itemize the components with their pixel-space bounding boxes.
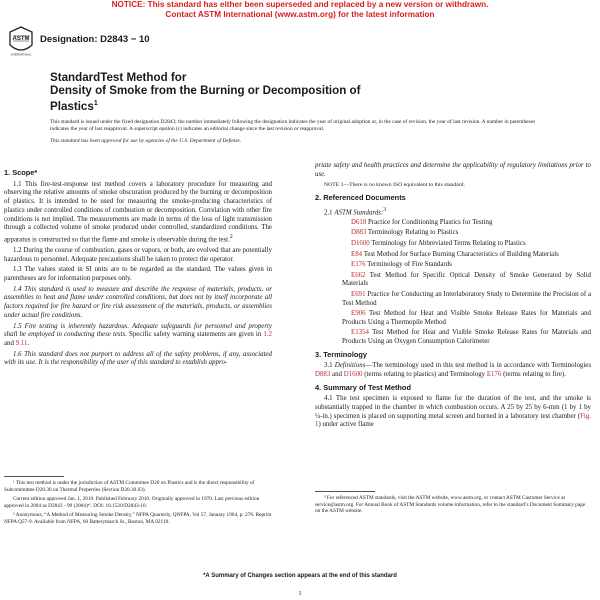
page-number: 1 <box>298 590 302 597</box>
list-item: D883 Terminology Relating to Plastics <box>351 229 459 237</box>
std-link[interactable]: E1354 <box>351 329 369 337</box>
section-summary-heading: 4. Summary of Test Method <box>315 382 411 392</box>
footnotes-right <box>315 495 591 518</box>
std-link[interactable]: D1600 <box>351 240 370 247</box>
footnote-divider-right <box>315 491 375 492</box>
left-column <box>4 165 272 370</box>
para-1-6: 1.6 This standard does not purport to address all of the safety problems, if any, associated with its use. It is the responsibility of the user of this standard to establish appro- <box>4 350 272 367</box>
list-item: D618 Practice for Conditioning Plastics for Testing <box>351 218 493 226</box>
para-1-6-continued: priate safety and health practices and determine the applicability of regulatory limitations prior to use. <box>315 162 591 178</box>
std-link[interactable]: E84 <box>351 250 363 258</box>
list-item: E906 Test Method for Heat and Visible Smoke Release Rates for Materials and Products Using a Thermopile Method <box>342 310 591 326</box>
footnote-1-edition: Current edition approved Jan. 1, 2010. Published February 2010. Originally approved in 1970. Last previous edition approved in 2004 as D2843 - 99 (2004)ᵉ¹. DOI: 10.1520/D2843-10. <box>4 496 260 509</box>
list-item: E1354 Test Method for Heat and Visible Smoke Release Rates for Materials and Products Using an Oxygen Consumption Calorimeter <box>342 329 591 345</box>
list-item: E691 Practice for Conducting an Interlaboratory Study to Determine the Precision of a Test Method <box>342 290 591 307</box>
referenced-standards-list <box>315 219 591 347</box>
withdrawal-notice <box>0 0 600 19</box>
std-link[interactable]: D883 <box>351 229 367 237</box>
designation: Designation: D2843 − 10 <box>40 34 150 45</box>
right-column <box>315 162 591 432</box>
list-item: D1600 Terminology for Abbreviated Terms Relating to Plastics <box>351 240 526 247</box>
ref-link-9-11[interactable]: 9.11 <box>15 339 28 347</box>
summary-of-changes-note: *A Summary of Changes section appears at the end of this standard <box>203 573 397 579</box>
dod-approval-note: This standard has been approved for use by agencies of the U.S. Department of Defense. <box>50 138 242 145</box>
title-line-3: Plastics$^1$ <box>50 100 98 114</box>
ref-link-e176[interactable]: E176 <box>486 370 502 378</box>
std-link[interactable]: D618 <box>351 218 367 226</box>
para-3-1: 3.1 Definitions—The terminology used in this test method is in accordance with Terminologies D883 and D1600 (terms relating to plastics) and Terminology E176 (terms relating to fire). <box>315 362 592 378</box>
svg-text:INTERNATIONAL: INTERNATIONAL <box>10 53 32 56</box>
ref-link-d1600[interactable]: D1600 <box>343 370 363 378</box>
astm-logo-icon <box>8 26 34 56</box>
notice-line-2: Contact ASTM International (www.astm.org) for the latest information <box>165 9 435 19</box>
para-4-1: 4.1 The test specimen is exposed to flame for the duration of the test, and the smoke is substantially trapped in the chamber in which combustion occurs. A 25 by 25 by 6-mm (1 by 1 by ¼-in.) specimen is placed on supporting metal screen and burned in a laboratory test chamber (Fig. 1) under active flame <box>315 395 591 429</box>
footnote-2: ² Anonymous, “A Method of Measuring Smoke Density,” NFPA Quarterly, QNFPA, Vol 57, January 1964, p. 276. Reprint NFPA Q57-9. Available from NFPA, 60 Batterymarch St., Boston, MA 02110. <box>4 512 272 525</box>
para-1-1: 1.1 This fire-test-response test method covers a laboratory procedure for measuring and observing the relative amounts of smoke obscuration produced by the burning or decomposition of plastics. It is intended to be used for measuring the smoke-producing characteristics of plastics under controlled conditions of combustion or decomposition. Correlation with other fire conditions is not implied. The measurements are made in terms of the loss of light transmission through a collected volume of smoke produced under controlled, standardized conditions. The apparatus is constructed so that the flame and smoke is observable during the test.$^2$ <box>4 180 272 244</box>
para-2-1: 2.1 ASTM Standards:$^3$ <box>324 206 387 217</box>
list-item: E662 Test Method for Specific Optical Density of Smoke Generated by Solid Materials <box>342 271 591 288</box>
std-link[interactable]: E176 <box>351 261 366 269</box>
footnotes-left <box>4 480 272 528</box>
list-item: E84 Test Method for Surface Burning Characteristics of Building Materials <box>351 250 559 258</box>
footnote-1: ¹ This test method is under the jurisdiction of ASTM Committee D20 on Plastics and is the direct responsibility of Subcommittee D20.30 on Thermal Properties (Section D20.30.03). <box>4 480 255 493</box>
title-line-1: StandardTest Method for <box>50 71 187 84</box>
intro-paragraph: This standard is issued under the fixed designation D2843; the number immediately following the designation indicates the year of original adoption or, in the case of revision, the year of last revision. A number in parentheses indicates the year of last reapproval. A superscript epsilon (ε) indicates an editorial change since the last revision or reapproval. <box>50 119 536 132</box>
issuance-statement <box>50 119 550 151</box>
document-title <box>50 71 550 113</box>
ref-link-d883[interactable]: D883 <box>315 370 331 378</box>
std-link[interactable]: E691 <box>351 290 366 298</box>
notice-line-1: NOTICE: This standard has either been superseded and replaced by a new version or withdrawn. <box>111 0 489 9</box>
section-references-heading: 2. Referenced Documents <box>315 193 406 203</box>
ref-link-fig-1[interactable]: Fig. 1 <box>315 412 591 429</box>
footnote-divider-left <box>4 476 64 477</box>
title-line-2: Density of Smoke from the Burning or Decomposition of <box>50 84 361 98</box>
svg-text:ASTM: ASTM <box>12 36 30 42</box>
section-scope-heading: 1. Scope* <box>4 168 38 177</box>
list-item: E176 Terminology of Fire Standards <box>351 261 452 269</box>
std-link[interactable]: E906 <box>351 310 366 318</box>
std-link[interactable]: E662 <box>351 271 366 279</box>
para-1-5: 1.5 Fire testing is inherently hazardous. Adequate safeguards for personnel and property shall be employed in conducting these tests. Specific safety warning statements are given in 1.2 and 9.11. <box>4 322 272 347</box>
para-1-2: 1.2 During the course of combustion, gases or vapors, or both, are evolved that are potentially hazardous to personnel. Adequate precautions shall be taken to protect the operator. <box>4 246 272 263</box>
section-terminology-heading: 3. Terminology <box>315 349 368 359</box>
footnote-3: ³ For referenced ASTM standards, visit the ASTM website, www.astm.org, or contact ASTM Customer Service at service@astm.org. For Annual Book of ASTM Standards volume information, refer to the standard’s Document Summary page on the ASTM website. <box>315 495 586 514</box>
ref-link-1-2[interactable]: 1.2 <box>263 331 272 339</box>
para-1-3: 1.3 The values stated in SI units are to be regarded as the standard. The values given in parentheses are for information purposes only. <box>4 266 272 283</box>
para-1-4: 1.4 This standard is used to measure and describe the response of materials, products, or assemblies to heat and flame under controlled conditions, but does not by itself incorporate all factors required for fire hazard or fire risk assessment of the materials, products, or assemblies under actual fire conditions. <box>4 285 272 319</box>
note-1: NOTE 1—There is no known ISO equivalent to this standard. <box>324 182 465 189</box>
